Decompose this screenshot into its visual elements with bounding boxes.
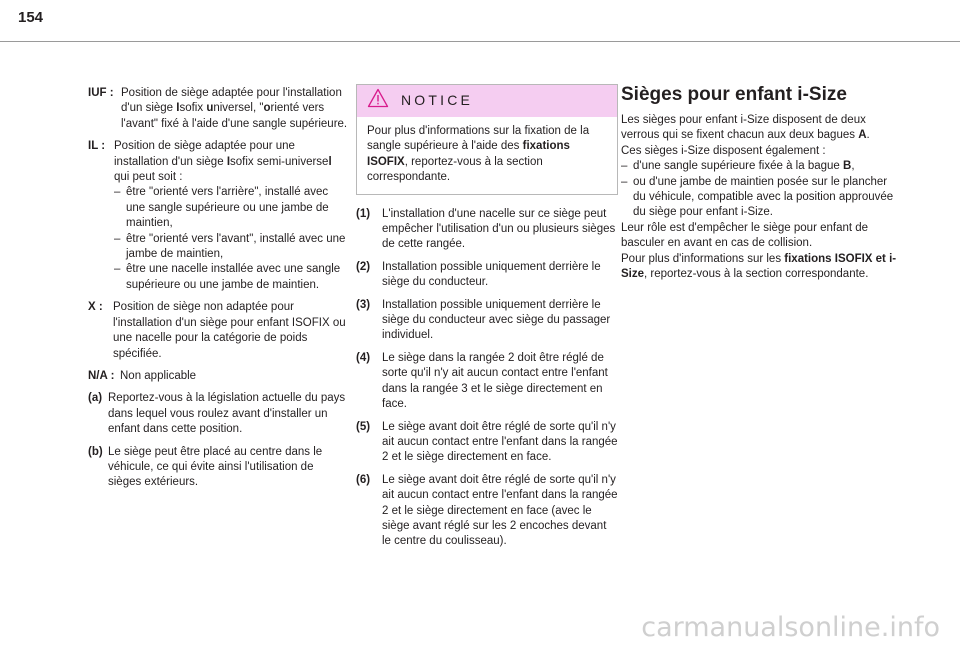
list-item: – être "orienté vers l'arrière", installé avec une sangle supérieure ou une jambe de maintien, <box>114 186 329 230</box>
legend-x <box>88 300 348 362</box>
note-item: (6) Le siège avant doit être réglé de sorte qu'il n'y ait aucun contact entre l'enfant dans la rangée 2 et le siège directement en face (avec le siège avant réglé sur les 2 encoches devant le centre du coulisseau). <box>356 473 618 548</box>
legend-b <box>88 445 348 491</box>
section-title: Sièges pour enfant i-Size <box>621 84 847 105</box>
legend-a <box>88 391 348 437</box>
paragraph: Pour plus d'informations sur les fixations ISOFIX et i-Size, reportez-vous à la section correspondante. <box>621 252 897 281</box>
legend-column <box>88 86 348 498</box>
legend-term: (b) <box>88 445 103 458</box>
watermark: carmanualsonline.info <box>641 612 940 643</box>
legend-na <box>88 369 348 384</box>
warning-icon <box>367 88 389 113</box>
list-item: – d'une sangle supérieure fixée à la bague B, <box>621 160 855 173</box>
legend-desc: Reportez-vous à la législation actuelle du pays dans lequel vous roulez avant d'installer un enfant dans cette position. <box>108 392 346 436</box>
page-number: 154 <box>18 9 44 26</box>
legend-desc: Position de siège non adaptée pour l'installation d'un siège pour enfant ISOFIX ou une nacelle pour la catégorie de poids spécifiée. <box>113 301 346 360</box>
legend-term: X : <box>88 301 103 314</box>
legend-il <box>88 139 348 293</box>
notice-header <box>357 85 617 117</box>
notice-text: Pour plus d'informations sur la fixation de la sangle supérieure à l'aide des fixations ISOFIX, reportez-vous à la section correspondante. <box>367 125 590 184</box>
notice-title: NOTICE <box>401 92 474 109</box>
paragraph: Ces sièges i-Size disposent également : <box>621 144 826 157</box>
legend-iuf <box>88 86 348 132</box>
list-item: – être une nacelle installée avec une sangle supérieure ou une jambe de maintien. <box>114 263 341 291</box>
notice-box <box>356 84 618 195</box>
list-item: – ou d'une jambe de maintien posée sur le plancher du véhicule, compatible avec la position approuvée du siège pour enfant i-Size. <box>621 175 894 219</box>
legend-desc: Le siège peut être placé au centre dans le véhicule, ce qui évite ainsi l'utilisation de sièges extérieurs. <box>108 445 323 489</box>
legend-term: N/A : <box>88 369 115 382</box>
paragraph: Les sièges pour enfant i-Size disposent de deux verrous qui se fixent chacun aux deux bagues A. <box>621 114 870 142</box>
legend-desc: Non applicable <box>120 369 197 382</box>
legend-term: IUF : <box>88 87 114 99</box>
note-item: (1) L'installation d'une nacelle sur ce siège peut empêcher l'utilisation d'un ou plusieurs sièges de cette rangée. <box>356 207 616 251</box>
list-item: – être "orienté vers l'avant", installé avec une jambe de maintien, <box>114 232 346 261</box>
legend-term: (a) <box>88 392 103 405</box>
legend-term: IL : <box>88 140 106 153</box>
note-item: (5) Le siège avant doit être réglé de sorte qu'il n'y ait aucun contact entre l'enfant dans la rangée 2 et le siège directement en face. <box>356 420 618 464</box>
notes-column <box>356 84 618 557</box>
note-item: (4) Le siège dans la rangée 2 doit être réglé de sorte qu'il n'y ait aucun contact entre l'enfant dans la rangée 3 et le siège directement en face. <box>356 351 608 411</box>
isize-section <box>621 84 897 282</box>
paragraph: Leur rôle est d'empêcher le siège pour enfant de basculer en avant en cas de collision. <box>621 221 869 250</box>
legend-desc: Position de siège adaptée pour l'installation d'un siège Isofix universel, "orienté vers l'avant" fixé à l'aide d'une sangle supérieure. <box>121 87 348 130</box>
header-rule <box>0 41 960 42</box>
note-item: (2) Installation possible uniquement derrière le siège du conducteur. <box>356 260 601 289</box>
note-item: (3) Installation possible uniquement derrière le siège du conducteur avec siège du passager individuel. <box>356 298 611 342</box>
legend-desc: Position de siège adaptée pour une installation d'un siège Isofix semi-universel qui peut soit : – être "orienté vers l'arrière", installé avec une sangle supérieure ou une jambe de maintien, – être "orienté vers l'avant", installé avec une jambe de maintien, – être une nacelle installée avec une sangle supérieure ou une jambe de maintien. <box>114 139 348 293</box>
